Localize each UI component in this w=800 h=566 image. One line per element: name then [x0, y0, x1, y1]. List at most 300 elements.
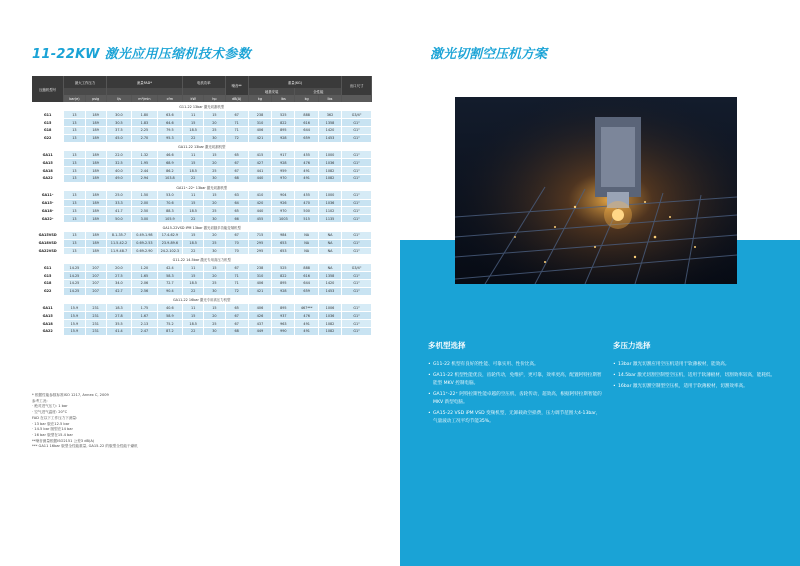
- table-cell: 1102: [318, 207, 341, 215]
- table-cell: 13: [64, 159, 85, 167]
- table-row: [32, 151, 372, 159]
- table-cell: 70: [225, 239, 248, 247]
- table-cell: 310: [248, 272, 271, 280]
- unit-header: [342, 95, 372, 102]
- table-cell: 13: [64, 232, 85, 240]
- table-cell: G1": [342, 287, 372, 295]
- table-cell: 42.7: [106, 287, 131, 295]
- table-cell: 1.32: [132, 151, 157, 159]
- table-cell: 11: [183, 304, 204, 312]
- table-cell: 2.06: [132, 280, 157, 288]
- unit-header: cfm: [157, 95, 182, 102]
- table-cell: 207: [85, 287, 106, 295]
- table-cell: 926: [272, 199, 295, 207]
- table-cell: 13: [64, 127, 85, 135]
- bullet-item: • GA11⁺-22⁺ 阿特拉斯性能卓越的空压机，齿轮传动，超效高，根据阿特拉斯智能的 MKV 新型电脑。: [428, 391, 603, 407]
- footnote-line: * 根据性能参数标准ISO 1217, Annex C, 2009: [32, 393, 109, 397]
- table-cell: 659: [295, 287, 318, 295]
- table-cell: 616: [295, 119, 318, 127]
- table-cell: 1000: [318, 191, 341, 199]
- spec-table: [32, 76, 372, 336]
- pressure-selection-heading: 多压力选择: [613, 341, 651, 350]
- table-cell: 18.5: [183, 207, 204, 215]
- table-cell: 30: [204, 247, 225, 255]
- table-cell: 189: [85, 175, 106, 183]
- table-cell: 904: [272, 191, 295, 199]
- table-cell: 65: [225, 304, 248, 312]
- section-title: G11-22 14.5bar 激光专用高压力机型: [32, 255, 372, 264]
- table-cell: 67: [225, 320, 248, 328]
- unit-header: m³/min: [132, 95, 157, 102]
- section-header-row: [32, 223, 372, 232]
- model-cell: GA22: [32, 175, 64, 183]
- model-cell: GA18: [32, 167, 64, 175]
- table-cell: 13: [64, 151, 85, 159]
- table-cell: 30.5: [106, 119, 131, 127]
- table-row: [32, 320, 372, 328]
- table-cell: NA: [295, 247, 318, 255]
- table-cell: 86.2: [157, 167, 182, 175]
- table-cell: 15: [183, 199, 204, 207]
- table-cell: 653: [272, 247, 295, 255]
- footnote-line: *** GA11 16bar 版型全性能重量, GA15-22 的版型全性能干燥机: [32, 444, 138, 449]
- table-cell: 963: [272, 320, 295, 328]
- header-weight-sub1: 地基安装: [248, 88, 295, 95]
- table-cell: 1.83: [132, 119, 157, 127]
- header-weight: 重量(KG): [248, 76, 341, 88]
- table-cell: 15: [204, 111, 225, 119]
- table-cell: 1358: [318, 119, 341, 127]
- table-cell: 25: [204, 320, 225, 328]
- table-cell: 822: [272, 272, 295, 280]
- table-cell: 491: [295, 167, 318, 175]
- table-cell: 653: [272, 239, 295, 247]
- footnote-line: 参考工况:: [32, 398, 48, 403]
- table-cell: 30: [204, 134, 225, 142]
- table-cell: 822: [272, 119, 295, 127]
- table-cell: 1036: [318, 312, 341, 320]
- section-title: G11-22 13bar 激光切割机型: [32, 102, 372, 111]
- table-cell: 415: [248, 151, 271, 159]
- section-title: GA11⁺-22⁺ 13bar 激光切割机型: [32, 182, 372, 191]
- table-cell: 30: [204, 215, 225, 223]
- table-cell: 525: [272, 264, 295, 272]
- table-cell: 67: [225, 159, 248, 167]
- table-cell: 30: [204, 287, 225, 295]
- table-cell: 53.0: [157, 191, 182, 199]
- table-cell: 58.3: [157, 272, 182, 280]
- model-cell: G15: [32, 119, 64, 127]
- table-cell: 22.0: [106, 151, 131, 159]
- model-cell: GA22⁺: [32, 215, 64, 223]
- table-row: [32, 232, 372, 240]
- table-cell: 231: [85, 312, 106, 320]
- table-cell: G1": [342, 175, 372, 183]
- footnote-line: · 16 bar 版型在15.4 bar: [32, 432, 73, 437]
- table-cell: 13: [64, 175, 85, 183]
- table-cell: 72: [225, 134, 248, 142]
- table-cell: 20: [204, 159, 225, 167]
- table-row: [32, 280, 372, 288]
- table-cell: 72: [225, 287, 248, 295]
- table-cell: 189: [85, 215, 106, 223]
- table-cell: 189: [85, 151, 106, 159]
- table-cell: 70.6: [157, 199, 182, 207]
- table-cell: 13: [64, 207, 85, 215]
- table-cell: 984: [272, 232, 295, 240]
- table-cell: 231: [85, 320, 106, 328]
- table-cell: 406: [248, 304, 271, 312]
- table-row: [32, 239, 372, 247]
- table-cell: 20.0: [106, 264, 131, 272]
- table-cell: 15: [204, 264, 225, 272]
- table-cell: 189: [85, 232, 106, 240]
- table-cell: 18.5: [183, 280, 204, 288]
- table-cell: G1": [342, 304, 372, 312]
- table-cell: 1.65: [132, 272, 157, 280]
- header-max-pressure: 最大工作压力: [64, 76, 106, 88]
- table-cell: 928: [272, 134, 295, 142]
- table-cell: G1": [342, 134, 372, 142]
- table-cell: 15: [183, 232, 204, 240]
- model-cell: G15: [32, 272, 64, 280]
- table-cell: 25: [204, 207, 225, 215]
- table-cell: 238: [248, 111, 271, 119]
- table-cell: 455: [295, 151, 318, 159]
- table-cell: 17.4-62.9: [157, 232, 182, 240]
- table-cell: 231: [85, 304, 106, 312]
- table-cell: 25: [204, 239, 225, 247]
- table-cell: G1": [342, 207, 372, 215]
- table-cell: G1": [342, 328, 372, 336]
- table-cell: 22: [183, 134, 204, 142]
- table-cell: 32.5: [106, 159, 131, 167]
- table-cell: 90.4: [157, 287, 182, 295]
- table-cell: 40.0: [106, 167, 131, 175]
- table-row: [32, 304, 372, 312]
- table-cell: 67: [225, 264, 248, 272]
- table-row: [32, 134, 372, 142]
- table-cell: 68.9: [157, 159, 182, 167]
- section-header-row: [32, 102, 372, 111]
- header-noise: 噪音**: [225, 76, 248, 95]
- table-cell: 1453: [318, 287, 341, 295]
- table-cell: 65: [225, 207, 248, 215]
- table-cell: 65: [225, 151, 248, 159]
- table-cell: 207: [85, 264, 106, 272]
- section-title: GA15-22VSD iPM 13bar 激光切割多功能变频机型: [32, 223, 372, 232]
- model-selection-heading: 多机型选择: [428, 341, 466, 350]
- unit-header: lbs: [318, 95, 341, 102]
- table-cell: 189: [85, 167, 106, 175]
- table-cell: 15.9: [64, 304, 85, 312]
- bullet-item: • GA11-22 机型性能优良，齿轮传动，免维护，更可靠，效率更高，配置阿特拉斯智能型 MKV 控制电脑。: [428, 372, 603, 388]
- table-cell: 189: [85, 247, 106, 255]
- right-page: [400, 0, 800, 566]
- table-cell: 427: [248, 159, 271, 167]
- table-cell: 18.5: [183, 320, 204, 328]
- table-row: [32, 127, 372, 135]
- table-cell: 75.2: [157, 320, 182, 328]
- table-cell: 67: [225, 111, 248, 119]
- table-cell: 64: [225, 199, 248, 207]
- table-cell: 22: [183, 247, 204, 255]
- table-cell: 455: [248, 215, 271, 223]
- table-cell: 14.25: [64, 287, 85, 295]
- table-row: [32, 119, 372, 127]
- table-cell: 1006: [318, 304, 341, 312]
- table-cell: 970: [272, 175, 295, 183]
- table-cell: 207: [85, 280, 106, 288]
- table-cell: 11: [183, 151, 204, 159]
- table-cell: 15: [183, 159, 204, 167]
- table-cell: 1.50: [132, 191, 157, 199]
- table-cell: 22: [183, 215, 204, 223]
- model-cell: GA18VSD: [32, 239, 64, 247]
- table-cell: 937: [272, 312, 295, 320]
- footnote-line: FAD 在以下工作压力下测量:: [32, 415, 78, 420]
- table-cell: 13: [64, 215, 85, 223]
- table-cell: 15.9: [64, 320, 85, 328]
- table-cell: 406: [248, 127, 271, 135]
- table-cell: 25: [204, 167, 225, 175]
- unit-header: l/s: [106, 95, 131, 102]
- table-cell: 13: [64, 199, 85, 207]
- table-row: [32, 328, 372, 336]
- table-cell: 1036: [318, 199, 341, 207]
- table-row: [32, 199, 372, 207]
- table-cell: 18.5: [183, 127, 204, 135]
- table-cell: 20: [204, 312, 225, 320]
- table-cell: 15: [183, 119, 204, 127]
- table-cell: 24.2-102.3: [157, 247, 182, 255]
- model-cell: G11: [32, 264, 64, 272]
- table-cell: G1": [342, 312, 372, 320]
- table-cell: G1": [342, 280, 372, 288]
- model-selection-list: [428, 361, 603, 426]
- table-cell: 2.70: [132, 134, 157, 142]
- table-cell: 715: [248, 232, 271, 240]
- table-cell: 22: [183, 175, 204, 183]
- table-cell: 11.5-42.2: [106, 239, 131, 247]
- table-cell: 71: [225, 280, 248, 288]
- table-cell: 895: [272, 280, 295, 288]
- table-cell: 13: [64, 167, 85, 175]
- table-cell: 27.8: [106, 312, 131, 320]
- table-cell: 0.69-2.53: [132, 239, 157, 247]
- table-cell: 1082: [318, 167, 341, 175]
- table-cell: 231: [85, 328, 106, 336]
- table-cell: 30: [204, 328, 225, 336]
- table-row: [32, 312, 372, 320]
- table-cell: 71: [225, 127, 248, 135]
- pressure-selection-list: [613, 361, 783, 391]
- table-cell: 1.80: [132, 111, 157, 119]
- table-cell: 441: [248, 167, 271, 175]
- table-cell: G3/4": [342, 111, 372, 119]
- table-cell: 23.9-89.6: [157, 239, 182, 247]
- table-row: [32, 111, 372, 119]
- table-cell: 0.69-2.90: [132, 247, 157, 255]
- table-cell: 437: [248, 320, 271, 328]
- table-cell: 13: [64, 119, 85, 127]
- model-cell: GA15: [32, 159, 64, 167]
- unit-header: kg: [248, 95, 271, 102]
- table-cell: 34.0: [106, 280, 131, 288]
- table-row: [32, 167, 372, 175]
- table-row: [32, 215, 372, 223]
- table-cell: 25: [204, 280, 225, 288]
- table-cell: NA: [295, 232, 318, 240]
- table-cell: 959: [272, 167, 295, 175]
- table-cell: 13: [64, 247, 85, 255]
- table-cell: G1": [342, 191, 372, 199]
- table-cell: NA: [318, 232, 341, 240]
- table-cell: 189: [85, 159, 106, 167]
- table-cell: 1082: [318, 175, 341, 183]
- table-cell: 41.7: [106, 207, 131, 215]
- model-cell: GA11: [32, 304, 64, 312]
- model-selection-column: [428, 340, 603, 429]
- table-cell: 72.7: [157, 280, 182, 288]
- table-cell: 1453: [318, 134, 341, 142]
- table-cell: G3/4": [342, 264, 372, 272]
- bullet-item: • GA15-22 VSD iPM VSD 变频机型，无卸载故空损费，压力调节范围大4-13bar，气量波动工况平均节能35%。: [428, 410, 603, 426]
- table-cell: 990: [272, 328, 295, 336]
- table-cell: 420: [248, 199, 271, 207]
- table-cell: 15: [183, 272, 204, 280]
- table-row: [32, 159, 372, 167]
- header-model: 压缩机型号: [32, 76, 64, 102]
- unit-header: psig: [85, 95, 106, 102]
- model-cell: G22: [32, 287, 64, 295]
- table-cell: 238: [248, 264, 271, 272]
- header-weight-sub2: 全性能: [295, 88, 342, 95]
- model-cell: G18: [32, 127, 64, 135]
- table-cell: 13: [64, 191, 85, 199]
- table-cell: 421: [248, 287, 271, 295]
- table-row: [32, 191, 372, 199]
- table-cell: NA: [295, 239, 318, 247]
- table-cell: 68: [225, 328, 248, 336]
- table-cell: 13: [64, 134, 85, 142]
- table-cell: 895: [272, 304, 295, 312]
- unit-header: hp: [204, 95, 225, 102]
- table-cell: 189: [85, 119, 106, 127]
- table-cell: NA: [318, 239, 341, 247]
- footnote-line: · 空气进气温度: 20°C: [32, 410, 68, 415]
- model-cell: G18: [32, 280, 64, 288]
- model-cell: G11: [32, 111, 64, 119]
- table-cell: 58.9: [157, 312, 182, 320]
- table-cell: 455: [295, 191, 318, 199]
- table-cell: 888: [295, 264, 318, 272]
- table-cell: 11: [183, 264, 204, 272]
- table-cell: 71: [225, 272, 248, 280]
- table-cell: 18.3: [106, 304, 131, 312]
- model-cell: GA11: [32, 151, 64, 159]
- unit-header: dB(A): [225, 95, 248, 102]
- table-cell: 189: [85, 134, 106, 142]
- table-cell: 27.5: [106, 272, 131, 280]
- table-cell: 13: [64, 239, 85, 247]
- table-cell: 310: [248, 119, 271, 127]
- table-cell: 207: [85, 272, 106, 280]
- table-cell: 41.4: [106, 328, 131, 336]
- section-header-row: [32, 142, 372, 151]
- bullet-item: • G11-22 机型有良好的性能、可靠实用、性价比高。: [428, 361, 603, 369]
- table-cell: 895: [272, 127, 295, 135]
- table-cell: 189: [85, 111, 106, 119]
- table-cell: 2.50: [132, 207, 157, 215]
- section-title: GA11-22 16bar 激光专用高压力机型: [32, 295, 372, 304]
- table-cell: 11: [183, 111, 204, 119]
- table-cell: 63: [225, 191, 248, 199]
- footnotes: [32, 393, 232, 450]
- table-cell: 1082: [318, 328, 341, 336]
- table-cell: 87.2: [157, 328, 182, 336]
- table-cell: G1": [342, 215, 372, 223]
- table-cell: 2.44: [132, 167, 157, 175]
- table-cell: 189: [85, 207, 106, 215]
- table-cell: 68: [225, 175, 248, 183]
- model-cell: GA22VSD: [32, 247, 64, 255]
- table-row: [32, 247, 372, 255]
- model-cell: GA15VSD: [32, 232, 64, 240]
- unit-header: kg: [295, 95, 318, 102]
- page-title-left: 11-22KW 激光应用压缩机技术参数: [32, 47, 251, 62]
- table-cell: 18.5: [183, 239, 204, 247]
- table-cell: 189: [85, 127, 106, 135]
- table-cell: 525: [272, 111, 295, 119]
- model-cell: GA22: [32, 328, 64, 336]
- table-row: [32, 175, 372, 183]
- table-row: [32, 207, 372, 215]
- table-cell: 476: [295, 312, 318, 320]
- table-cell: 917: [272, 151, 295, 159]
- unit-header: kW: [183, 95, 204, 102]
- table-cell: 25.0: [106, 191, 131, 199]
- table-row: [32, 287, 372, 295]
- table-cell: G1": [342, 167, 372, 175]
- table-cell: 476: [295, 159, 318, 167]
- table-cell: 2.00: [132, 199, 157, 207]
- table-cell: 2.47: [132, 328, 157, 336]
- table-cell: 928: [272, 159, 295, 167]
- table-cell: 295: [248, 247, 271, 255]
- table-cell: 1.20: [132, 264, 157, 272]
- bullet-item: • 14.5bar 激光切割空制型空压机，适用于软薄板材，切割效率较高，能耗低。: [613, 372, 783, 380]
- table-cell: G1": [342, 232, 372, 240]
- pressure-selection-column: [613, 340, 783, 394]
- table-cell: 22: [183, 328, 204, 336]
- table-cell: 14.25: [64, 280, 85, 288]
- table-cell: G1": [342, 159, 372, 167]
- section-title: GA11-22 13bar 激光切割机型: [32, 142, 372, 151]
- table-cell: 66: [225, 215, 248, 223]
- model-cell: GA15⁺: [32, 199, 64, 207]
- table-cell: 40.6: [157, 304, 182, 312]
- table-cell: NA: [318, 264, 341, 272]
- unit-header: lbs: [272, 95, 295, 102]
- table-cell: G1": [342, 151, 372, 159]
- table-cell: 426: [248, 312, 271, 320]
- bullet-item: • 13bar 激光切割应用空压机适用于软薄板材，能效高。: [613, 361, 783, 369]
- table-cell: 1420: [318, 280, 341, 288]
- table-cell: 189: [85, 191, 106, 199]
- table-cell: G1": [342, 199, 372, 207]
- table-cell: 970: [272, 207, 295, 215]
